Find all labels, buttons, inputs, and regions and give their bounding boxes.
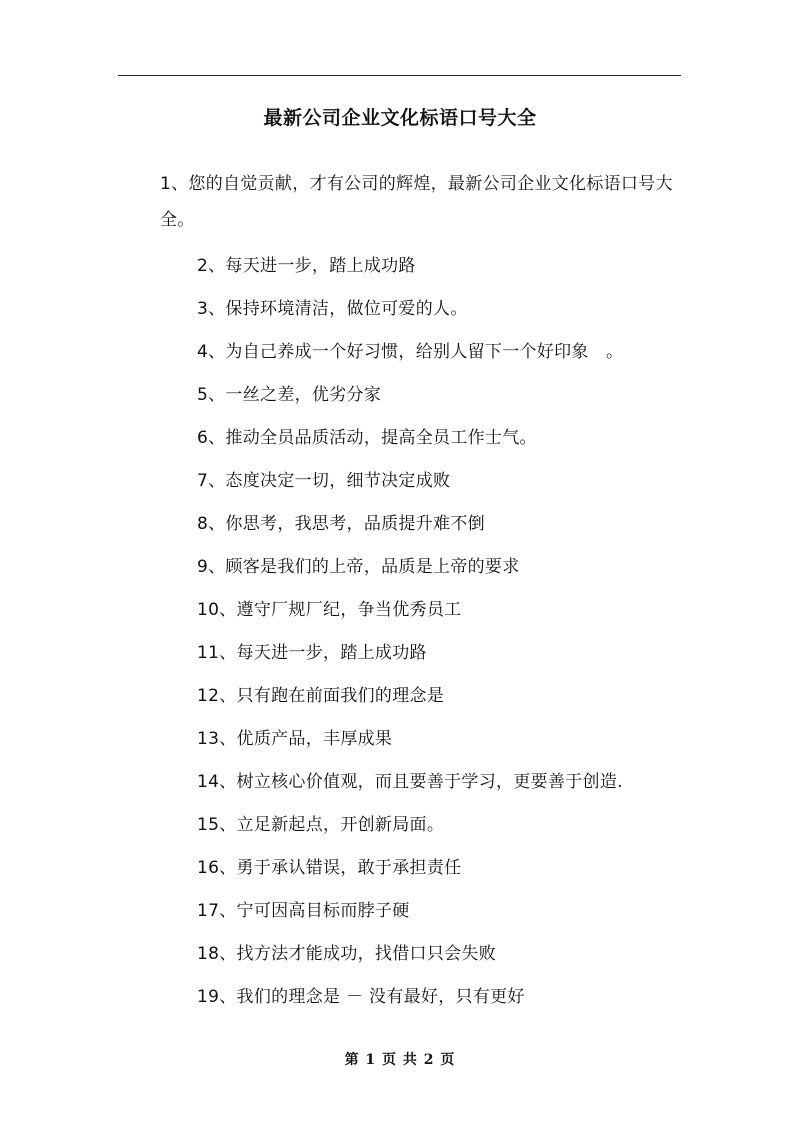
- slogan-item: 11、每天进一步，踏上成功路: [197, 643, 427, 663]
- slogan-item: 2、每天进一步，踏上成功路: [197, 256, 416, 276]
- slogan-item: 14、树立核心价值观，而且要善于学习，更要善于创造.: [197, 772, 623, 792]
- slogan-item: 15、立足新起点，开创新局面。: [197, 815, 445, 835]
- slogan-item: 17、宁可因高目标而脖子硬: [197, 901, 410, 921]
- slogan-item: 18、找方法才能成功，找借口只会失败: [197, 944, 497, 964]
- intro-paragraph: 1、您的自觉贡献，才有公司的辉煌，最新公司企业文化标语口号大全。: [160, 174, 673, 230]
- slogan-item: 10、遵守厂规厂纪，争当优秀员工: [197, 600, 462, 620]
- slogan-item: 6、推动全员品质活动，提高全员工作士气。: [197, 428, 537, 448]
- slogan-item: 19、我们的理念是 － 没有最好，只有更好: [197, 987, 525, 1007]
- slogan-item: 9、顾客是我们的上帝，品质是上帝的要求: [197, 557, 520, 577]
- page-number: 第 1 页 共 2 页: [344, 1052, 456, 1068]
- slogan-item: 16、勇于承认错误，敢于承担责任: [197, 858, 462, 878]
- slogan-item: 12、只有跑在前面我们的理念是: [197, 686, 445, 706]
- slogan-item: 7、态度决定一切，细节决定成败: [197, 471, 451, 491]
- slogan-item: 3、保持环境清洁，做位可爱的人。: [197, 299, 468, 319]
- slogan-item: 5、一丝之差，优劣分家: [197, 385, 382, 405]
- slogan-item: 4、为自己养成一个好习惯，给别人留下一个好印象 。: [197, 342, 624, 362]
- slogan-item: 13、优质产品，丰厚成果: [197, 729, 393, 749]
- document-title: 最新公司企业文化标语口号大全: [263, 107, 537, 129]
- slogan-item: 8、你思考，我思考，品质提升难不倒: [197, 514, 485, 534]
